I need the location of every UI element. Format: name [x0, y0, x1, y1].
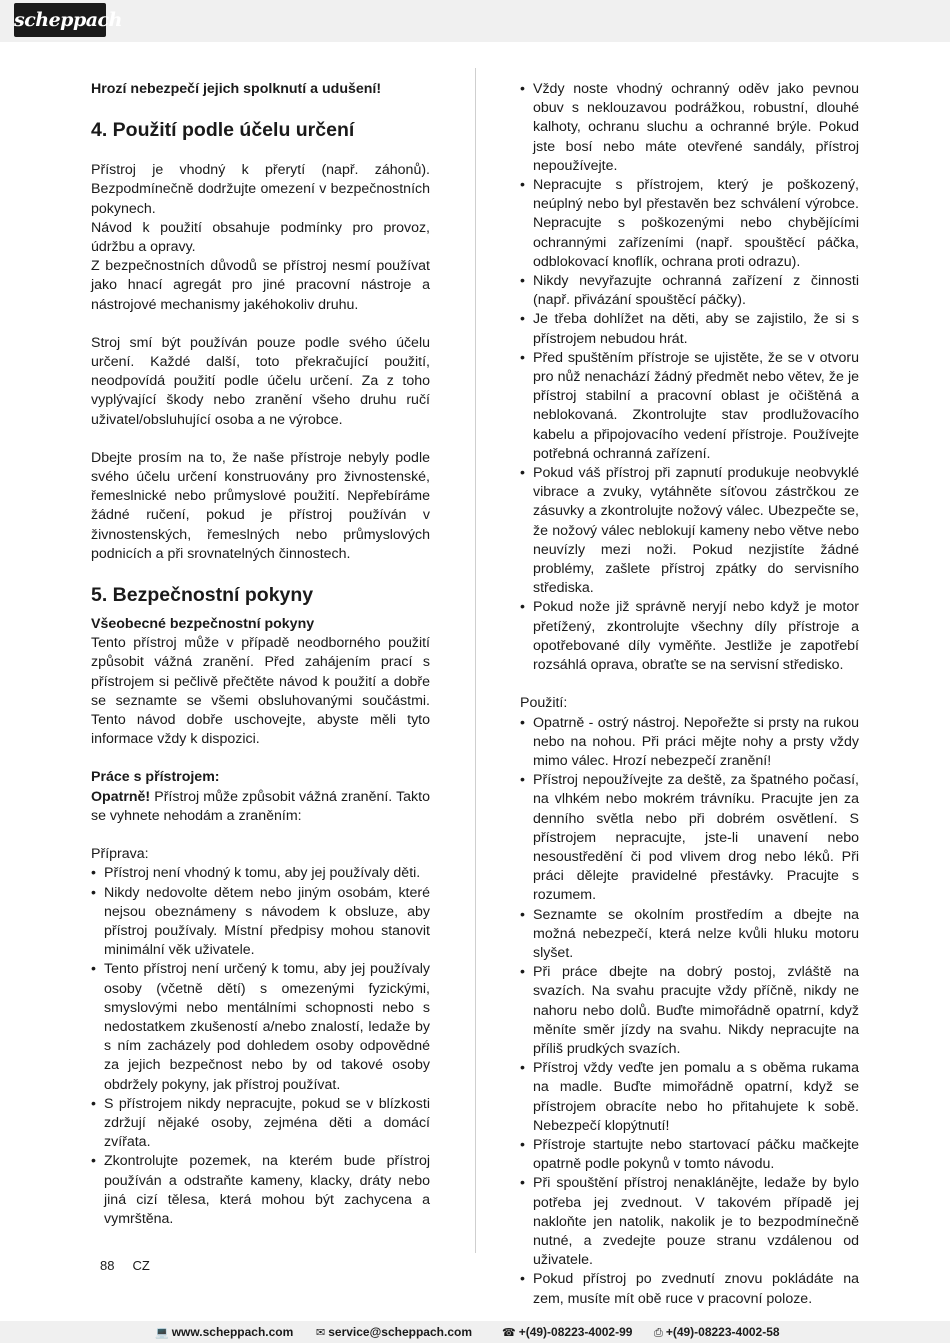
left-column	[91, 80, 430, 1229]
section-5-title: 5. Bezpečnostní pokyny	[91, 584, 314, 607]
list-item: • Přístroje startujte nebo startovací páčku mačkejte opatrně podle pokynů v tomto návodu.	[520, 1136, 859, 1174]
section-4-title: 4. Použití podle účelu určení	[91, 119, 355, 142]
list-item: • S přístrojem nikdy nepracujte, pokud se v blízkosti zdržují nějaké osoby, zejména děti a domácí zvířata.	[91, 1095, 430, 1153]
intended-use-paragraph-3: Z bezpečnostních důvodů se přístroj nesmí používat jako hnací agregát pro jiné pracovní nástroje a nástrojové mechanismy jakéhokoliv druhu.	[91, 258, 430, 313]
intended-use-paragraph-2: Návod k použití obsahuje podmínky pro provoz, údržbu a opravy.	[91, 219, 430, 256]
email-contact[interactable]	[316, 1321, 472, 1344]
list-item: • Nikdy nedovolte dětem nebo jiným osobám, které nejsou obeznámeny s návodem k obsluze, aby přístroj používaly. Místní předpisy mohou stanovit minimální věk uživatele.	[91, 884, 430, 961]
web-link[interactable]: www.scheppach.com	[171, 1325, 294, 1339]
work-with-device-heading: Práce s přístrojem:	[91, 769, 220, 786]
list-item: • Přístroj vždy veďte jen pomalu a s oběma rukama na madle. Buďte mimořádně opatrní, když se přístrojem obracíte nebo ho přitahujete k sobě. Nebezpečí klopýtnutí!	[520, 1059, 859, 1136]
phone-number: +(49)-08223-4002-99	[518, 1325, 633, 1339]
list-item: • Nepracujte s přístrojem, který je poškozený, neúplný nebo byl přestavěn bez schválení výrobce. Nepracujte s poškozenými nebo chybějícími ochrannými zařízeními (např. spouštěcí páčka, odblokovací knoflík, ochrana proti odrazu).	[520, 176, 859, 272]
list-item: • Seznamte se okolním prostředím a dbejte na možná nebezpečí, která nelze kvůli hluku motoru slyšet.	[520, 906, 859, 964]
preparation-list	[91, 864, 430, 1229]
general-safety-heading: Všeobecné bezpečnostní pokyny	[91, 616, 315, 633]
caution-label: Opatrně!	[91, 788, 151, 805]
language-code: CZ	[132, 1258, 150, 1273]
preparation-list-continued	[520, 80, 859, 675]
intended-use-paragraph-5: Dbejte prosím na to, že naše přístroje nebyly podle svého účelu určení konstruovány pro živnostenské, řemeslnické nebo průmyslové použití. Nepřebíráme žádné ručení, pokud je přístroj používán v živnostenských, řemeslných nebo průmyslových podnicích a při srovnatelných činnostech.	[91, 449, 430, 562]
usage-heading: Použití:	[520, 695, 568, 712]
preparation-heading: Příprava:	[91, 846, 149, 863]
list-item: • Přístroj nepoužívejte za deště, za špatného počasí, na vlhkém nebo mokrém trávníku. Pracujte jen za denního světla nebo při dobrém osvětlení. S přístrojem nepracujte, jste-li unavení nebo nesoustředění či pod vlivem drog nebo léků. Při práci dělejte pravidelné přestávky. Pracujte s rozumem.	[520, 771, 859, 905]
intended-use-paragraph-1: Přístroj je vhodný k přerytí (např. záhonů). Bezpodmínečně dodržujte omezení v bezpečnostních pokynech.	[91, 162, 430, 217]
list-item: • Zkontrolujte pozemek, na kterém bude přístroj používán a odstraňte kameny, klacky, dráty nebo jiná cizí tělesa, která mohou být zachycena a vymrštěna.	[91, 1152, 430, 1229]
fax-icon: ⎙	[654, 1327, 663, 1339]
web-contact[interactable]	[155, 1321, 293, 1344]
choking-warning: Hrozí nebezpečí jejich spolknutí a udušení!	[91, 81, 382, 97]
list-item: • Je třeba dohlížet na děti, aby se zajistilo, že si s přístrojem nebudou hrát.	[520, 310, 859, 348]
list-item: • Vždy noste vhodný ochranný oděv jako pevnou obuv s neklouzavou podrážkou, robustní, dlouhé kalhoty, ochranu sluchu a ochranné brýle. Pokud jste bosí nebo máte otevřené sandály, přístroj nepoužívejte.	[520, 80, 859, 176]
right-column	[520, 80, 859, 1309]
column-divider	[475, 68, 476, 1253]
fax-number: +(49)-08223-4002-58	[665, 1325, 780, 1339]
scheppach-logo: scheppach	[14, 3, 106, 37]
list-item: • Přístroj není vhodný k tomu, aby jej používaly děti.	[91, 864, 430, 883]
caution-paragraph	[91, 788, 430, 826]
header-bar	[0, 0, 950, 42]
list-item: • Tento přístroj není určený k tomu, aby jej používaly osoby (včetně dětí) s omezenými fyzickými, smyslovými nebo mentálními schopnosti nebo s nedostatkem zkušeností a/nebo znalostí, ledaže by s ním zacházely pod dohledem osoby odpovědné za jejich bezpečnost nebo by od takové osoby obdržely pokyny, jak přístroj používat.	[91, 960, 430, 1094]
usage-list	[520, 714, 859, 1309]
list-item: • Opatrně - ostrý nástroj. Nepořežte si prsty na rukou nebo na nohou. Při práci mějte nohy a prsty vždy mimo válec. Hrozí nebezpečí zranění!	[520, 714, 859, 772]
fax-contact	[654, 1321, 780, 1344]
page-footer	[100, 1257, 168, 1275]
monitor-icon: 💻	[155, 1327, 169, 1339]
list-item: • Pokud váš přístroj při zapnutí produkuje neobvyklé vibrace a zvuky, vytáhněte síťovou zástrčkou ze zásuvky a zkontrolujte nožový válec. Ubezpečte se, že nožový válec neblokují kameny nebo větve nebo neuvízly mezi noži. Pokud nezjistíte žádné problémy, zašlete přístroj zpátky do servisního střediska.	[520, 464, 859, 598]
list-item: • Pokud nože již správně neryjí nebo když je motor přetížený, zkontrolujte všechny díly přístroje a opotřebované díly vyměňte. Jestliže je zapotřebí rozsáhlá oprava, obraťte se na servisní středisko.	[520, 598, 859, 675]
caution-text: Přístroj může způsobit vážná zranění. Takto se vyhnete nehodám a zraněním:	[91, 788, 430, 824]
intended-use-paragraph-4: Stroj smí být používán pouze podle svého účelu určení. Každé další, toto překračující použití, neodpovídá použití podle účelu určení. Za z toho vyplývající škody nebo zranění všeho druhu ručí uživatel/obsluhující osoba a ne výrobce.	[91, 334, 430, 428]
list-item: • Nikdy nevyřazujte ochranná zařízení z činnosti (např. přivázání spouštěcí páčky).	[520, 272, 859, 310]
envelope-icon: ✉	[316, 1327, 326, 1339]
list-item: • Před spuštěním přístroje se ujistěte, že se v otvoru pro nůž nenachází žádný předmět nebo větev, že je přístroj stabilní a pracovní oblast je očištěná a neblokovaná. Zkontrolujte stav prodlužovacího kabelu a připojovacího vedení přístroje. Používejte potřebná ochranná zařízení.	[520, 349, 859, 464]
email-link[interactable]: service@scheppach.com	[328, 1325, 472, 1339]
general-safety-text: Tento přístroj může v případě neodborného použití způsobit vážná zranění. Před zahájením prací s přístrojem si pečlivě přečtěte návod k použití a dobře se seznamte se všemi obsluhovanými součástmi. Tento návod dobře uschovejte, abyste měli tyto informace vždy k dispozici.	[91, 635, 430, 748]
page-number: 88	[100, 1258, 115, 1273]
phone-icon: ☎	[502, 1327, 516, 1339]
list-item: • Při práce dbejte na dobrý postoj, zvláště na svazích. Na svahu pracujte vždy příčně, nikdy ne nahoru nebo dolů. Buďte mimořádně opatrní, když měníte směr jízdy na svahu. Nikdy nepracujte na příliš prudkých svazích.	[520, 963, 859, 1059]
phone-contact	[502, 1321, 632, 1344]
list-item: • Při spouštění přístroj nenaklánějte, ledaže by bylo potřeba jej zvednout. V takovém případě jej nakloňte jen natolik, nakolik je to bezpodmínečně nutné, a zvedejte pouze stranu vzdálenou od uživatele.	[520, 1174, 859, 1270]
list-item: • Pokud přístroj po zvednutí znovu pokládáte na zem, musíte mít obě ruce v pracovní poloze.	[520, 1270, 859, 1308]
contact-bar	[0, 1321, 950, 1343]
